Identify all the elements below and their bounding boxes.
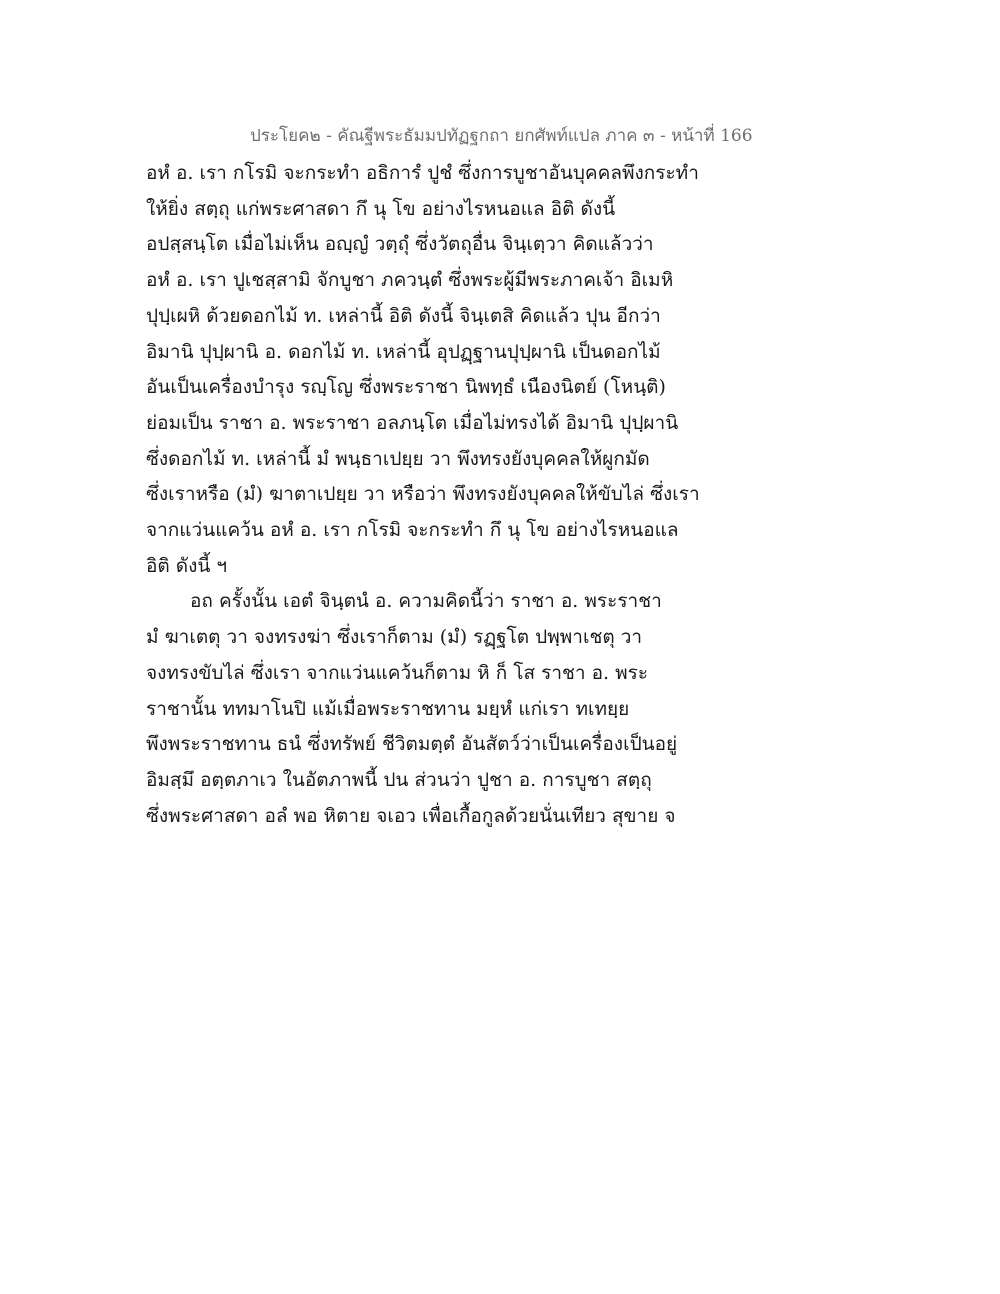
text-line-14: มํ ฆาเตตุ วา จงทรงฆ่า ซึ่งเราก็ตาม (มํ) รฏฺฐโต ปพฺพาเชตุ วา xyxy=(146,626,643,649)
text-line-12: อิติ ดังนี้ ฯ xyxy=(146,554,228,577)
text-body xyxy=(146,156,746,834)
text-line-5: ปุปฺเผหิ ด้วยดอกไม้ ท. เหล่านี้ อิติ ดังนี้ จินฺเตสิ คิดแล้ว ปุน อีกว่า xyxy=(146,304,661,327)
text-line-4: อหํ อ. เรา ปูเชสฺสามิ จักบูชา ภควนฺตํ ซึ่งพระผู้มีพระภาคเจ้า อิเมหิ xyxy=(146,269,674,292)
text-line-2: ให้ยิ่ง สตฺถุ แก่พระศาสดา กึ นุ โข อย่างไรหนอแล อิติ ดังนี้ xyxy=(146,197,616,220)
text-line-11: จากแว่นแคว้น อหํ อ. เรา กโรมิ จะกระทำ กึ นุ โข อย่างไรหนอแล xyxy=(146,519,679,542)
text-line-18: อิมสฺมึ อตฺตภาเว ในอัตภาพนี้ ปน ส่วนว่า ปูชา อ. การบูชา สตฺถุ xyxy=(146,768,652,791)
text-line-9: ซึ่งดอกไม้ ท. เหล่านี้ มํ พนฺธาเปยฺย วา พึงทรงยังบุคคลให้ผูกมัด xyxy=(146,447,650,470)
text-line-13: อถ ครั้งนั้น เอตํ จินฺตนํ อ. ความคิดนี้ว่า ราชา อ. พระราชา xyxy=(190,590,662,613)
text-line-6: อิมานิ ปุปฺผานิ อ. ดอกไม้ ท. เหล่านี้ อุปฏฺฐานปุปฺผานิ เป็นดอกไม้ xyxy=(146,340,661,363)
running-head: ประโยค๒ - คัณฐีพระธัมมปทัฏฐกถา ยกศัพท์แปล ภาค ๓ - หน้าที่ 166 xyxy=(250,126,753,146)
text-line-3: อปสฺสนฺโต เมื่อไม่เห็น อญฺญํ วตฺถุํ ซึ่งวัตถุอื่น จินฺเตฺวา คิดแล้วว่า xyxy=(146,233,654,256)
text-line-19: ซึ่งพระศาสดา อลํ พอ หิตาย จเอว เพื่อเกื้อกูลด้วยนั่นเทียว สุขาย จ xyxy=(146,804,676,827)
text-line-8: ย่อมเป็น ราชา อ. พระราชา อลภนฺโต เมื่อไม่ทรงได้ อิมานิ ปุปฺผานิ xyxy=(146,411,679,434)
text-line-1: อหํ อ. เรา กโรมิ จะกระทำ อธิการํ ปูชํ ซึ่งการบูชาอันบุคคลพึงกระทำ xyxy=(146,162,699,184)
text-line-16: ราชานั้น ททมาโนปิ แม้เมื่อพระราชทาน มยฺหํ แก่เรา ทเทยฺย xyxy=(146,697,630,720)
text-line-7: อันเป็นเครื่องบำรุง รญฺโญ ซึ่งพระราชา นิพทฺธํ เนืองนิตย์ (โหนฺติ) xyxy=(146,376,666,399)
text-line-15: จงทรงขับไล่ ซึ่งเรา จากแว่นแคว้นก็ตาม หิ ก็ โส ราชา อ. พระ xyxy=(146,661,649,684)
text-line-17: พึงพระราชทาน ธนํ ซึ่งทรัพย์ ชีวิตมตฺตํ อันสัตว์ว่าเป็นเครื่องเป็นอยู่ xyxy=(146,733,678,756)
text-line-10: ซึ่งเราหรือ (มํ) ฆาตาเปยฺย วา หรือว่า พึงทรงยังบุคคลให้ขับไล่ ซึ่งเรา xyxy=(146,483,700,506)
